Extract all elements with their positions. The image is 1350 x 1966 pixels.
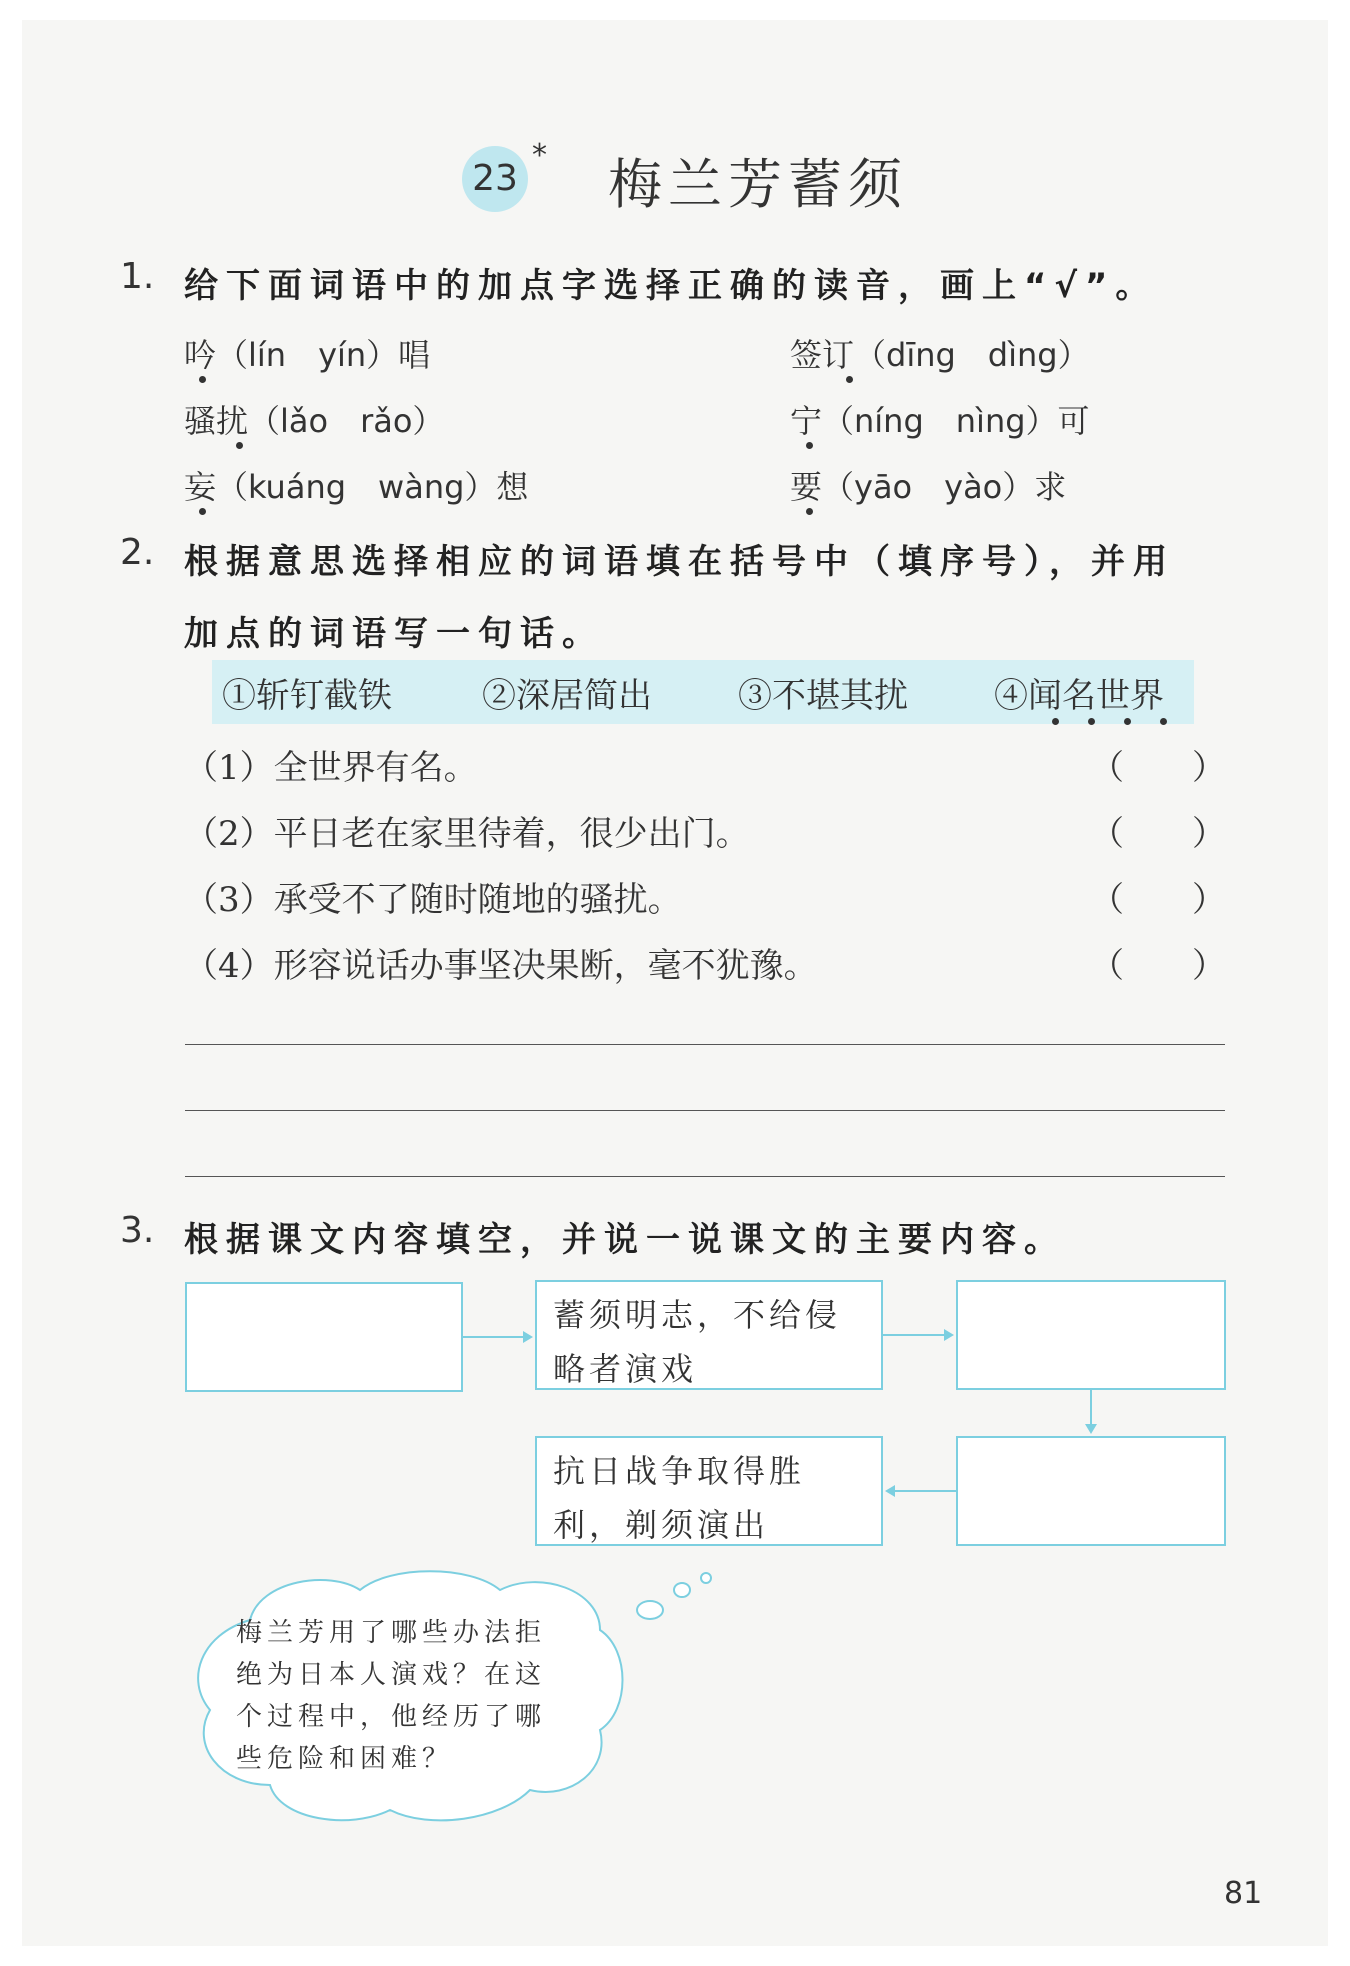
q1-item[interactable]: 吟（lín yín）唱 bbox=[184, 336, 431, 374]
flow-box-2 bbox=[535, 1280, 883, 1390]
emphasis-dot bbox=[1160, 718, 1167, 725]
q1-item[interactable]: 要（yāo yào）求 bbox=[790, 468, 1067, 506]
optional-lesson-marker: * bbox=[532, 138, 547, 173]
flow-box-2-text: 蓄须明志，不给侵略者演戏 bbox=[553, 1296, 842, 1388]
arrow-left-icon bbox=[885, 1485, 895, 1497]
q1-item[interactable]: 骚扰（lǎo rǎo） bbox=[184, 402, 445, 440]
word-option: ①斩钉截铁 bbox=[222, 676, 392, 716]
q2-prompt-line2: 加点的词语写一句话。 bbox=[184, 614, 604, 654]
emphasis-dot bbox=[1124, 718, 1131, 725]
emphasis-dot bbox=[199, 508, 206, 515]
arrow-right-icon bbox=[523, 1331, 533, 1343]
flow-box-5 bbox=[535, 1436, 883, 1546]
emphasis-dot bbox=[806, 442, 813, 449]
emphasis-dot bbox=[846, 376, 853, 383]
word-option: ④闻名世界 bbox=[994, 676, 1164, 716]
q2-definition: （4）形容说话办事坚决果断，毫不犹豫。 bbox=[184, 946, 818, 986]
q1-number: 1. bbox=[120, 256, 155, 297]
flow-box-5-text: 抗日战争取得胜利，剃须演出 bbox=[553, 1452, 806, 1544]
page-number: 81 bbox=[1224, 1876, 1263, 1911]
q2-definition: （2）平日老在家里待着，很少出门。 bbox=[184, 814, 750, 854]
page-title: 梅兰芳蓄须 bbox=[608, 153, 908, 216]
word-option: ②深居简出 bbox=[482, 676, 652, 716]
emphasis-dot bbox=[1052, 718, 1059, 725]
arrow-down bbox=[1090, 1390, 1092, 1426]
q1-item[interactable]: 妄（kuáng wàng）想 bbox=[184, 468, 529, 506]
q3-number: 3. bbox=[120, 1210, 155, 1251]
flow-box-blank[interactable] bbox=[956, 1280, 1226, 1390]
arrow-down-icon bbox=[1085, 1424, 1097, 1434]
thought-cloud-text: 梅兰芳用了哪些办法拒绝为日本人演戏？在这个过程中，他经历了哪些危险和困难？ bbox=[236, 1618, 547, 1774]
emphasis-dot bbox=[199, 376, 206, 383]
q2-prompt-line1: 根据意思选择相应的词语填在括号中（填序号），并用 bbox=[184, 542, 1175, 582]
q2-definition: （1）全世界有名。 bbox=[184, 748, 478, 788]
answer-bracket[interactable]: （ ） bbox=[1090, 748, 1226, 788]
q2-definition: （3）承受不了随时随地的骚扰。 bbox=[184, 880, 682, 920]
word-option: ③不堪其扰 bbox=[738, 676, 908, 716]
writing-line[interactable] bbox=[185, 1110, 1225, 1111]
q1-prompt: 给下面词语中的加点字选择正确的读音，画上“√”。 bbox=[184, 266, 1158, 306]
writing-line[interactable] bbox=[185, 1044, 1225, 1045]
flow-box-blank[interactable] bbox=[956, 1436, 1226, 1546]
answer-bracket[interactable]: （ ） bbox=[1090, 946, 1226, 986]
writing-line[interactable] bbox=[185, 1176, 1225, 1177]
answer-bracket[interactable]: （ ） bbox=[1090, 814, 1226, 854]
arrow-right bbox=[463, 1336, 525, 1338]
flow-box-blank[interactable] bbox=[185, 1282, 463, 1392]
q2-number: 2. bbox=[120, 532, 155, 573]
q1-item[interactable]: 签订（dīng dìng） bbox=[790, 336, 1090, 374]
emphasis-dot bbox=[236, 442, 243, 449]
arrow-left bbox=[895, 1490, 956, 1492]
arrow-right bbox=[883, 1334, 946, 1336]
answer-bracket[interactable]: （ ） bbox=[1090, 880, 1226, 920]
emphasis-dot bbox=[1088, 718, 1095, 725]
q1-item[interactable]: 宁（níng nìng）可 bbox=[790, 402, 1090, 440]
q3-prompt: 根据课文内容填空，并说一说课文的主要内容。 bbox=[184, 1220, 1066, 1260]
arrow-right-icon bbox=[944, 1329, 954, 1341]
lesson-number-badge: 23 bbox=[462, 146, 528, 212]
emphasis-dot bbox=[806, 508, 813, 515]
